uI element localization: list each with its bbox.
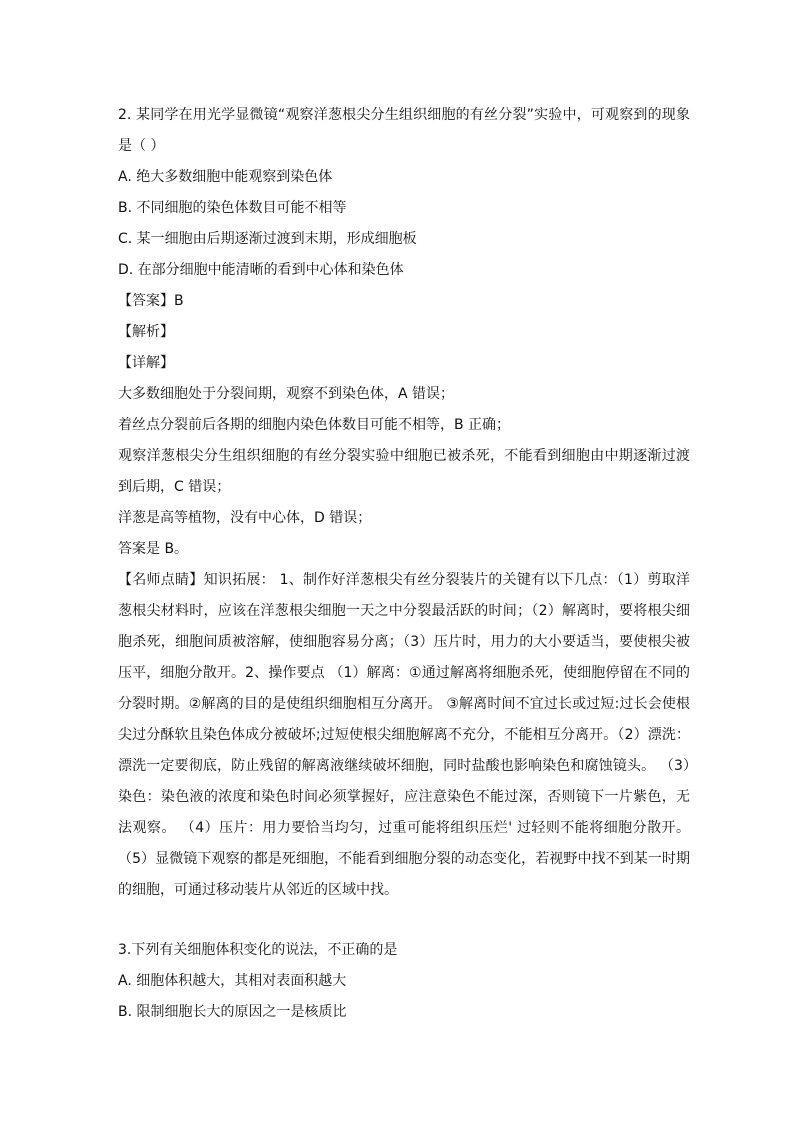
question-2-option-c: C. 某一细胞由后期逐渐过渡到末期，形成细胞板 [118,231,417,247]
question-2-detail-label: 【详解】 [118,355,174,371]
question-2-detail-line: 洋葱是高等植物，没有中心体，D 错误； [118,510,372,526]
question-2-analysis-label: 【解析】 [118,324,174,340]
question-2-option-d: D. 在部分细胞中能清晰的看到中心体和染色体 [118,262,404,278]
section-gap [118,906,690,935]
question-2-detail-line: 观察洋葱根尖分生组织细胞的有丝分裂实验中细胞已被杀死，不能看到细胞由中期逐渐过渡到后期，C 错误； [118,448,690,495]
question-3 [118,935,690,1028]
question-3-option-b: B. 限制细胞长大的原因之一是核质比 [118,1004,347,1020]
question-3-stem: 3.下列有关细胞体积变化的说法，不正确的是 [118,942,398,958]
document-content [118,100,690,1028]
question-2-detail-line: 大多数细胞处于分裂间期，观察不到染色体，A 错误； [118,386,455,402]
question-2-option-a: A. 绝大多数细胞中能观察到染色体 [118,169,333,185]
question-2-teacher-note: 【名师点睛】知识拓展： 1、制作好洋葱根尖有丝分裂装片的关键有以下几点：（1）剪取洋葱根尖材料时，应该在洋葱根尖细胞一天之中分裂最活跃的时间；（2）解离时，要将根尖细胞杀死，细胞间质被溶解，使细胞容易分离；（3）压片时，用力的大小要适当，要使根尖被压平，细胞分散开。2、操作要点 （1）解离：①通过解离将细胞杀死，使细胞停留在不同的分裂时期。②解离的目的是使组织细胞相互分离开。 ③解离时间不宜过长或过短:过长会使根尖过分酥软且染色体成分被破坏;过短使根尖细胞解离不充分，不能相互分离开。（2）漂洗：漂洗一定要彻底，防止残留的解离液继续破坏细胞，同时盐酸也影响染色和腐蚀镜头。 （3）染色：染色液的浓度和染色时间必须掌握好，应注意染色不能过深，否则镜下一片紫色，无法观察。 （4）压片：用力要恰当均匀，过重可能将组织压烂' 过轻则不能将细胞分散开。 （5）显微镜下观察的都是死细胞，不能看到细胞分裂的动态变化，若视野中找不到某一时期的细胞，可通过移动装片从邻近的区域中找。 [118,572,690,898]
question-2-stem: 2. 某同学在用光学显微镜“观察洋葱根尖分生组织细胞的有丝分裂”实验中，可观察到的现象是（ ） [118,107,690,154]
question-2 [118,100,690,906]
question-2-detail-line: 着丝点分裂前后各期的细胞内染色体数目可能不相等，B 正确； [118,417,511,433]
question-2-detail-line: 答案是 B。 [118,541,189,557]
question-3-option-a: A. 细胞体积越大，其相对表面积越大 [118,973,347,989]
question-2-option-b: B. 不同细胞的染色体数目可能不相等 [118,200,347,216]
question-2-answer: 【答案】B [118,293,184,309]
